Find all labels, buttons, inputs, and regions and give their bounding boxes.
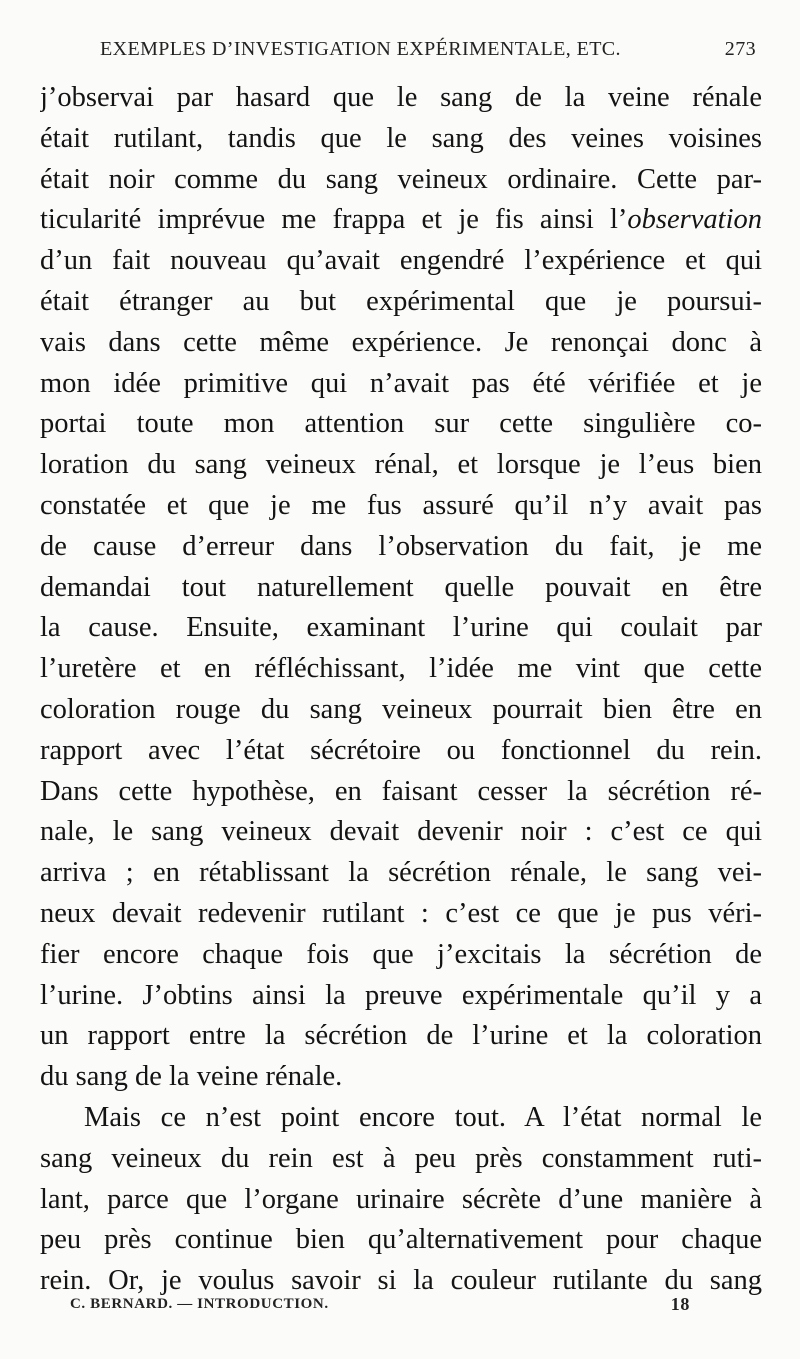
text-line-content: nale, le sang veineux devait devenir noir : c’est ce qui xyxy=(40,816,762,848)
text-line xyxy=(40,935,762,976)
text-line-content: ticularité imprévue me frappa et je fis ainsi l’ xyxy=(40,204,628,236)
footer-author: C. BERNARD. — INTRODUCTION. xyxy=(70,1296,329,1312)
text-line xyxy=(40,1139,762,1180)
text-line-content: mon idée primitive qui n’avait pas été vérifiée et je xyxy=(40,367,762,399)
text-line xyxy=(40,364,762,405)
paragraph-2 xyxy=(40,1098,762,1302)
page-footer xyxy=(70,1296,690,1320)
text-line xyxy=(40,1098,762,1139)
text-line-content: était étranger au but expérimental que je poursui- xyxy=(40,285,762,317)
text-line-content: sang veineux du rein est à peu près constamment ruti- xyxy=(40,1142,762,1174)
text-line-content: la cause. Ensuite, examinant l’urine qui coulait par xyxy=(40,612,762,644)
text-line-content: était noir comme du sang veineux ordinaire. Cette par- xyxy=(40,163,762,195)
text-line-content: peu près continue bien qu’alternativement pour chaque xyxy=(40,1224,762,1256)
text-line xyxy=(40,404,762,445)
text-line-content: fier encore chaque fois que j’excitais la sécrétion de xyxy=(40,938,762,970)
text-line xyxy=(40,649,762,690)
text-line xyxy=(40,568,762,609)
text-line xyxy=(40,853,762,894)
text-line-content: coloration rouge du sang veineux pourrait bien être en xyxy=(40,693,762,725)
text-line xyxy=(40,690,762,731)
text-line-content: du sang de la veine rénale. xyxy=(40,1061,343,1093)
running-title: EXEMPLES D’INVESTIGATION EXPÉRIMENTALE, ETC. xyxy=(100,38,621,60)
running-head xyxy=(100,38,756,66)
text-line-content: rein. Or, je voulus savoir si la couleur rutilante du sang xyxy=(40,1265,762,1297)
text-line xyxy=(40,608,762,649)
body-text xyxy=(40,78,762,1302)
text-line-content: l’urine. J’obtins ainsi la preuve expérimentale qu’il y a xyxy=(40,979,762,1011)
text-line xyxy=(40,976,762,1017)
text-line xyxy=(40,119,762,160)
footer-signature: 18 xyxy=(670,1294,690,1314)
text-line-content: d’un fait nouveau qu’avait engendré l’expérience et qui xyxy=(40,245,762,277)
text-line-content: Mais ce n’est point encore tout. A l’état normal le xyxy=(84,1101,762,1133)
text-line xyxy=(40,731,762,772)
text-line-content: de cause d’erreur dans l’observation du fait, je me xyxy=(40,530,762,562)
text-line-content: était rutilant, tandis que le sang des veines voisines xyxy=(40,122,762,154)
text-line xyxy=(40,1057,762,1098)
text-line xyxy=(40,812,762,853)
text-line xyxy=(40,1016,762,1057)
text-line xyxy=(40,1220,762,1261)
text-line xyxy=(40,323,762,364)
text-line-content: neux devait redevenir rutilant : c’est ce que je pus véri- xyxy=(40,897,762,929)
text-line xyxy=(40,894,762,935)
text-line xyxy=(40,282,762,323)
text-line xyxy=(40,160,762,201)
page-number: 273 xyxy=(724,38,756,60)
text-line xyxy=(40,200,762,241)
text-line-content: demandai tout naturellement quelle pouvait en être xyxy=(40,571,762,603)
text-line xyxy=(40,241,762,282)
paragraph-1 xyxy=(40,78,762,1098)
italic-word: observation xyxy=(627,204,762,236)
text-line xyxy=(40,486,762,527)
text-line xyxy=(40,772,762,813)
text-line-content: portai toute mon attention sur cette singulière co- xyxy=(40,408,762,440)
text-line-content: j’observai par hasard que le sang de la veine rénale xyxy=(40,82,762,113)
text-line-content: vais dans cette même expérience. Je renonçai donc à xyxy=(40,326,762,358)
text-line-content: l’uretère et en réfléchissant, l’idée me vint que cette xyxy=(40,653,762,685)
text-line-content: un rapport entre la sécrétion de l’urine et la coloration xyxy=(40,1020,762,1052)
text-line xyxy=(40,1180,762,1221)
text-line-content: constatée et que je me fus assuré qu’il n’y avait pas xyxy=(40,489,762,521)
text-line xyxy=(40,445,762,486)
text-line xyxy=(40,78,762,119)
text-line-content: rapport avec l’état sécrétoire ou fonctionnel du rein. xyxy=(40,734,762,766)
text-line xyxy=(40,527,762,568)
text-line-content: loration du sang veineux rénal, et lorsque je l’eus bien xyxy=(40,449,762,481)
text-line-content: arriva ; en rétablissant la sécrétion rénale, le sang vei- xyxy=(40,857,762,889)
text-line-content: lant, parce que l’organe urinaire sécrète d’une manière à xyxy=(40,1183,762,1215)
text-line-content: Dans cette hypothèse, en faisant cesser la sécrétion ré- xyxy=(40,775,762,807)
